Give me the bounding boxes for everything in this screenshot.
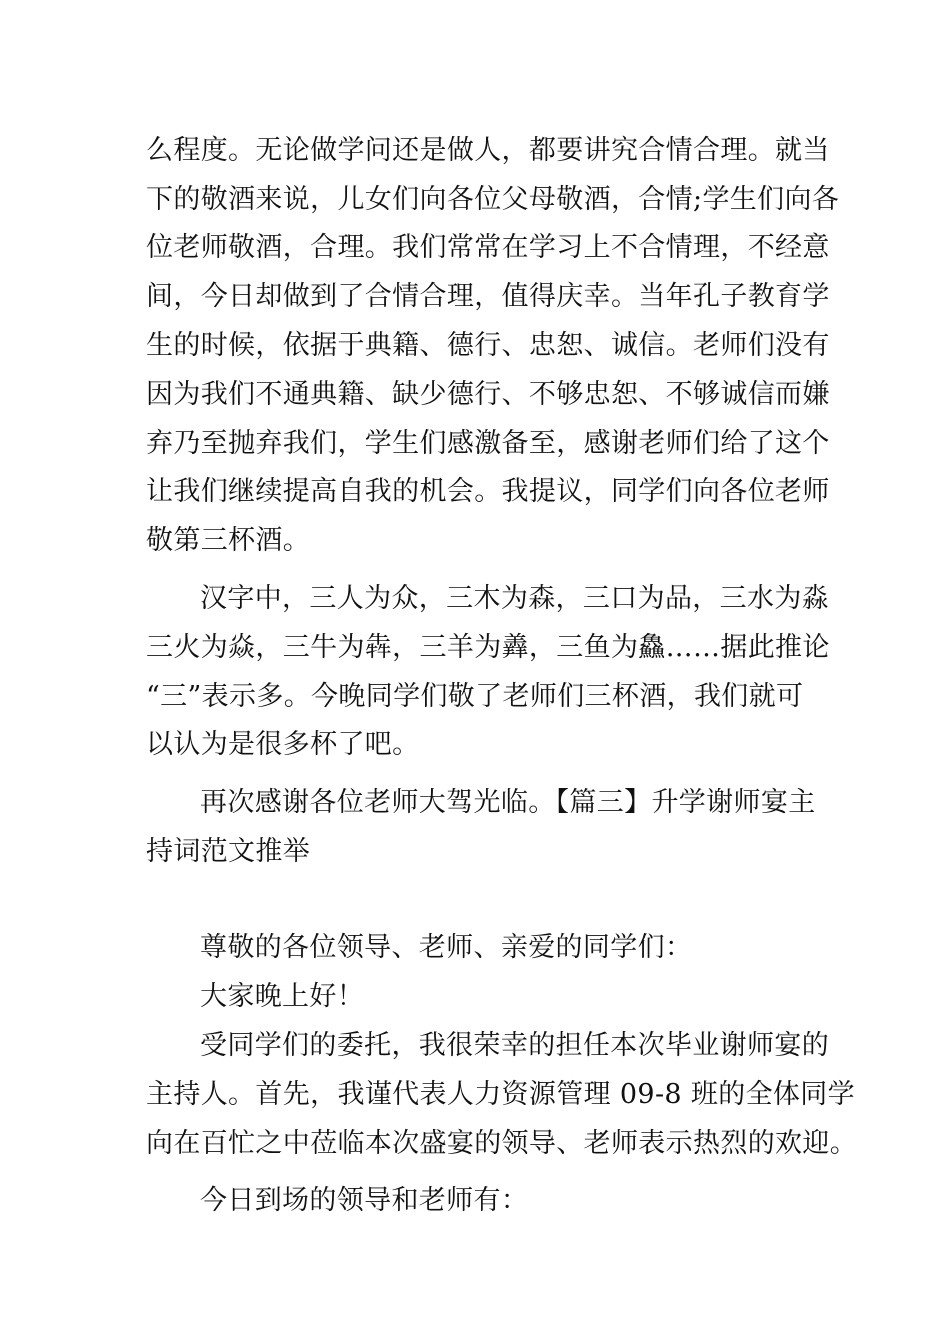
text-line: 间，今日却做到了合情合理，值得庆幸。当年孔子教育学	[146, 281, 830, 312]
text-line: 下的敬酒来说，儿女们向各位父母敬酒，合情;学生们向各	[146, 184, 840, 215]
text-line: 尊敬的各位领导、老师、亲爱的同学们：	[200, 932, 693, 963]
text-line: 大家晚上好！	[200, 981, 365, 1012]
text-line: 受同学们的委托，我很荣幸的担任本次毕业谢师宴的	[200, 1030, 830, 1061]
text-line: 因为我们不通典籍、缺少德行、不够忠恕、不够诚信而嫌	[146, 379, 830, 410]
text-line: 向在百忙之中莅临本次盛宴的领导、老师表示热烈的欢迎。	[146, 1128, 858, 1159]
text-line: 弃乃至抛弃我们，学生们感激备至，感谢老师们给了这个	[146, 428, 830, 459]
text-line: 让我们继续提高自我的机会。我提议，同学们向各位老师	[146, 476, 830, 507]
text-line: 再次感谢各位老师大驾光临。【篇三】升学谢师宴主	[200, 787, 816, 818]
text-line: 今日到场的领导和老师有：	[200, 1185, 529, 1216]
text-line: 三火为焱，三牛为犇，三羊为羴，三鱼为鱻……据此推论	[146, 632, 830, 663]
text-line: “三”表示多。今晚同学们敬了老师们三杯酒，我们就可	[146, 681, 804, 712]
text-line: 敬第三杯酒。	[146, 525, 311, 556]
text-line: 以认为是很多杯了吧。	[146, 729, 420, 760]
text-line: 主持人。首先，我谨代表人力资源管理 09-8 班的全体同学	[146, 1079, 855, 1110]
text-line: 位老师敬酒，合理。我们常常在学习上不合情理，不经意	[146, 232, 830, 263]
text-line: 生的时候，依据于典籍、德行、忠恕、诚信。老师们没有	[146, 330, 830, 361]
text-line: 么程度。无论做学问还是做人，都要讲究合情合理。就当	[146, 135, 830, 166]
text-line: 持词范文推举	[146, 836, 311, 867]
text-line: 汉字中，三人为众，三木为森，三口为品，三水为淼	[200, 583, 830, 614]
